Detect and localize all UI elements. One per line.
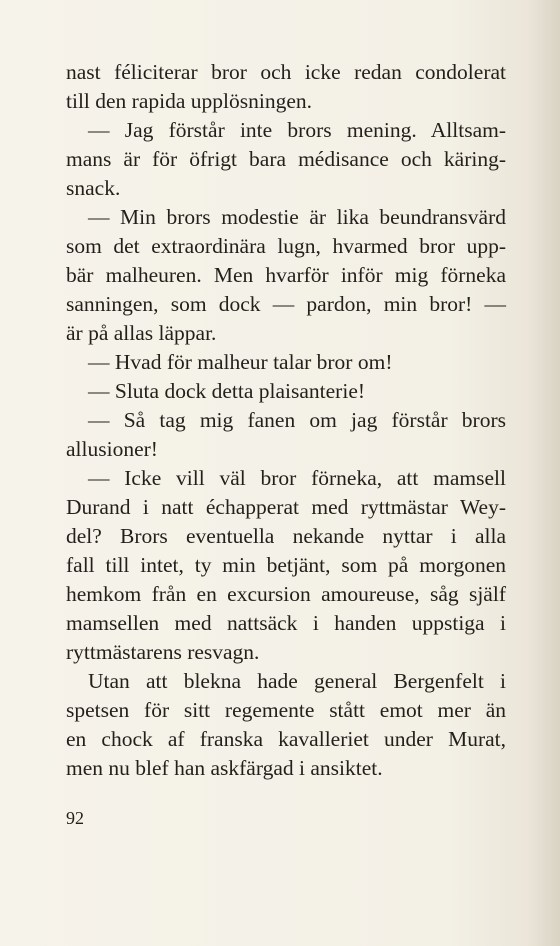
text-line: allusioner! <box>66 437 158 461</box>
text-line: ryttmästarens resvagn. <box>66 640 260 664</box>
text-line: snack. <box>66 176 121 200</box>
text-line: — Min brors modestie är lika beundransvärd <box>88 205 506 229</box>
text-line: — Icke vill väl bror förneka, att mamsell <box>88 466 506 490</box>
text-line: som det extraordinära lugn, hvarmed bror upp- <box>66 234 506 258</box>
text-line: Utan att blekna hade general Bergenfelt i <box>88 669 506 693</box>
text-line: är på allas läppar. <box>66 321 217 345</box>
text-line: men nu blef han askfärgad i ansiktet. <box>66 756 383 780</box>
text-line: mamsellen med nattsäck i handen uppstiga i <box>66 611 506 635</box>
page-number: 92 <box>66 808 84 828</box>
text-line: mans är för öfrigt bara médisance och käring- <box>66 147 506 171</box>
text-line: sanningen, som dock — pardon, min bror! — <box>66 292 506 316</box>
text-line: — Sluta dock detta plaisanterie! <box>88 379 366 403</box>
body-text <box>66 58 506 783</box>
text-line: bär malheuren. Men hvarför inför mig förneka <box>66 263 506 287</box>
text-line: — Jag förstår inte brors mening. Alltsam- <box>88 118 506 142</box>
text-line: spetsen för sitt regemente stått emot mer än <box>66 698 506 722</box>
text-line: till den rapida upplösningen. <box>66 89 313 113</box>
text-line: del? Brors eventuella nekande nyttar i alla <box>66 524 506 548</box>
text-line: Durand i natt échapperat med ryttmästar Wey- <box>66 495 506 519</box>
text-line: hemkom från en excursion amoureuse, såg själf <box>66 582 506 606</box>
text-line: en chock af franska kavalleriet under Murat, <box>66 727 506 751</box>
text-line: nast féliciterar bror och icke redan condolerat <box>66 60 506 84</box>
text-line: — Så tag mig fanen om jag förstår brors <box>88 408 506 432</box>
text-line: — Hvad för malheur talar bror om! <box>88 350 393 374</box>
text-line: fall till intet, ty min betjänt, som på morgonen <box>66 553 506 577</box>
